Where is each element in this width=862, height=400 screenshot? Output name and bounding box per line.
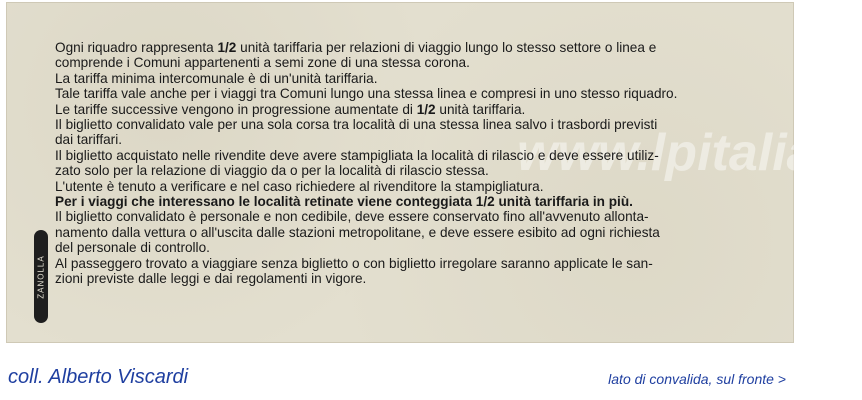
ticket-terms-text <box>55 40 781 287</box>
front-side-link[interactable]: lato di convalida, sul fronte > <box>608 371 786 387</box>
printer-name: ZANOLLA <box>36 254 46 299</box>
terms-line-6: Il biglietto convalidato vale per una sola corsa tra località di una stessa linea salvo i trasbordi previsti <box>55 117 658 133</box>
terms-line-15: Al passeggero trovato a viaggiare senza biglietto o con biglietto irregolare saranno applicate le san- <box>55 255 653 271</box>
ticket-back <box>6 2 862 343</box>
terms-line-8: Il biglietto acquistato nelle rivendite deve avere stampigliata la località di rilascio e deve essere utiliz- <box>55 147 659 163</box>
terms-line-5: Le tariffe successive vengono in progressione aumentate di 1/2 unità tariffaria. <box>55 101 526 117</box>
terms-line-10: L'utente è tenuto a verificare e nel caso richiedere al rivenditore la stampigliatura. <box>55 178 544 194</box>
terms-line-11-bold: Per i viaggi che interessano le località retinate viene conteggiata 1/2 unità tariffaria in più. <box>55 194 633 210</box>
terms-line-12: Il biglietto convalidato è personale e non cedibile, deve essere conservato fino all'avvenuto allonta- <box>55 209 649 225</box>
printer-tag <box>34 230 48 323</box>
terms-line-14: del personale di controllo. <box>55 240 210 256</box>
collection-credit: coll. Alberto Viscardi <box>8 366 189 388</box>
terms-line-1: Ogni riquadro rappresenta 1/2 unità tariffaria per relazioni di viaggio lungo lo stesso settore o linea e <box>55 40 657 55</box>
terms-line-7: dai tariffari. <box>55 132 122 148</box>
terms-line-13: namento dalla vettura o all'uscita dalle stazioni metropolitane, e deve essere esibito ad ogni richiesta <box>55 224 660 240</box>
terms-line-2: comprende i Comuni appartenenti a semi zone di una stessa corona. <box>55 55 470 71</box>
site-watermark: www.lpitalia.it <box>517 124 862 182</box>
terms-line-4: Tale tariffa vale anche per i viaggi tra Comuni lungo una stessa linea e compresi in uno stesso riquadro. <box>55 86 678 102</box>
terms-line-3: La tariffa minima intercomunale è di un'unità tariffaria. <box>55 70 378 86</box>
terms-line-9: zato solo per la relazione di viaggio da o per la località di rilascio stessa. <box>55 163 489 179</box>
terms-line-16: zioni previste dalle leggi e dai regolamenti in vigore. <box>55 271 367 287</box>
